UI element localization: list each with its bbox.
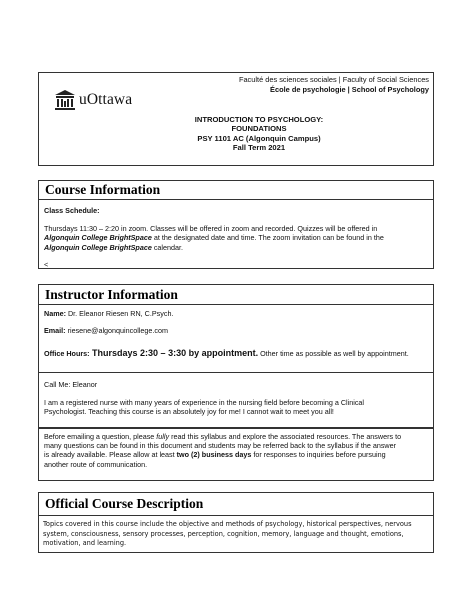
business-days: two (2) business days xyxy=(176,450,252,460)
email-policy-line-3 xyxy=(44,450,430,459)
brightspace-link-1[interactable]: Algonquin College BrightSpace xyxy=(44,233,152,243)
course-line-2: FOUNDATIONS xyxy=(231,124,287,134)
official-desc-line-2: system, consciousness, sensory processes, perception, cognition, memory, language and thought, emotions, xyxy=(43,529,404,538)
instructor-title-box xyxy=(38,284,434,305)
instructor-heading: Instructor Information xyxy=(45,287,178,302)
schedule-line-3 xyxy=(44,243,428,252)
email-policy-line-4: another route of communication. xyxy=(44,459,148,469)
brightspace-link-2[interactable]: Algonquin College BrightSpace xyxy=(44,242,152,252)
email-policy-line-2: many questions can be found in this document and students may be referred back to the syllabus if the answer xyxy=(44,441,396,451)
schedule-line-2 xyxy=(44,233,428,242)
email-label: Email: xyxy=(44,326,66,336)
faculty-line: Faculté des sciences sociales | Faculty of Social Sciences xyxy=(238,75,429,84)
course-title-block xyxy=(179,115,339,153)
name-value: Dr. Eleanor Riesen RN, C.Psych. xyxy=(65,309,174,318)
schedule-line-1: Thursdays 11:30 – 2:20 in zoom. Classes will be offered in zoom and recorded. Quizzes will be offered in xyxy=(44,224,378,234)
email-policy-3c: for responses to inquiries before pursuing xyxy=(251,450,386,460)
email-policy-1a: Before emailing a question, please xyxy=(44,432,157,441)
uottawa-building-icon xyxy=(54,89,76,111)
course-line-3: PSY 1101 AC (Algonquin Campus) xyxy=(197,133,321,143)
office-hours-value: Thursdays 2:30 – 3:30 by appointment. xyxy=(89,348,259,359)
instructor-email-row xyxy=(44,326,428,335)
bio-line-1: I am a registered nurse with many years of experience in the nursing field before becoming a Clinical xyxy=(44,398,365,408)
stray-lt-char: < xyxy=(44,259,49,269)
official-desc-body xyxy=(38,515,434,553)
instructor-body xyxy=(38,304,434,373)
call-me: Call Me: Eleanor xyxy=(44,380,98,389)
uottawa-logo xyxy=(54,89,132,111)
office-hours-extra: Other time as possible as well by appointment. xyxy=(258,349,409,359)
schedule-line-3-rest: calendar. xyxy=(151,242,183,252)
school-line: École de psychologie | School of Psychology xyxy=(270,85,429,94)
email-policy-box xyxy=(38,428,434,481)
header-box xyxy=(38,72,434,166)
official-desc-title-box xyxy=(38,492,434,516)
course-info-body xyxy=(38,199,434,269)
email-policy-3a: is already available. Please allow at least xyxy=(44,450,177,460)
email-policy-1b: read this syllabus and explore the associated resources. The answers to xyxy=(169,432,402,441)
class-schedule-label: Class Schedule: xyxy=(44,206,100,215)
instructor-bio-box xyxy=(38,372,434,428)
course-info-heading: Course Information xyxy=(45,182,161,197)
official-desc-heading: Official Course Description xyxy=(45,496,204,511)
office-hours-row xyxy=(44,349,428,358)
official-desc-line-3: motivation, and learning. xyxy=(43,539,127,548)
email-value[interactable]: riesene@algonquincollege.com xyxy=(65,326,168,336)
instructor-name-row xyxy=(44,309,428,318)
bio-line-2: Psychologist. Teaching this course is an absolutely joy for me! I cannot wait to meet you all! xyxy=(44,407,334,417)
faculty-block xyxy=(239,75,429,95)
course-info-title-box xyxy=(38,180,434,200)
email-policy-line-1 xyxy=(44,432,430,441)
schedule-line-2-rest: at the designated date and time. The zoom invitation can be found in the xyxy=(151,233,384,243)
course-line-4: Fall Term 2021 xyxy=(232,143,286,153)
logo-text: uOttawa xyxy=(79,91,133,108)
name-label: Name: xyxy=(44,309,66,318)
office-hours-label: Office Hours: xyxy=(44,349,90,359)
email-policy-fully: fully xyxy=(156,432,170,441)
official-desc-line-1: Topics covered in this course include the objective and methods of psychology, historical perspectives, nervous xyxy=(43,520,412,528)
course-line-1: INTRODUCTION TO PSYCHOLOGY: xyxy=(194,115,324,124)
